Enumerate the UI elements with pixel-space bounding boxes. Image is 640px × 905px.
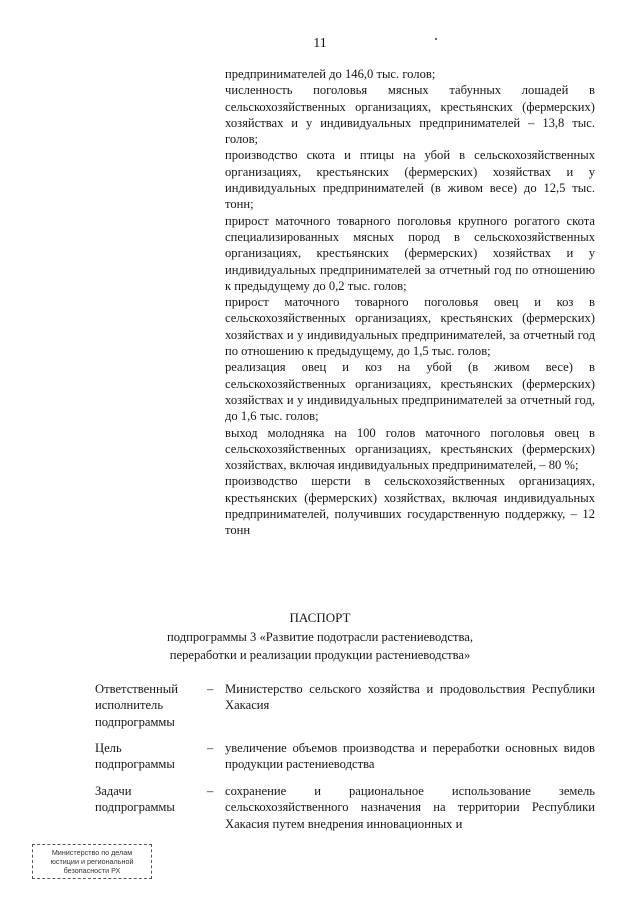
- stamp-line: Министерство по делам: [51, 848, 133, 857]
- paragraph: прирост маточного товарного поголовья крупного рогатого скота специализированных мясных пород в сельскохозяйственных организациях, крестьянских (фермерских) хозяйствах и у индивидуальных предпринимателей за отчетный год по отношению к предыдущему до 0,2 тыс. голов;: [225, 213, 595, 293]
- row-value: Министерство сельского хозяйства и продовольствия Республики Хакасия: [225, 682, 595, 713]
- stamp-line: юстиции и региональной: [50, 857, 134, 866]
- label-line: подпрограммы: [95, 800, 175, 815]
- label-line: подпрограммы: [95, 757, 175, 772]
- ministry-stamp: [32, 844, 152, 879]
- scan-speck: [435, 38, 437, 40]
- paragraph: производство скота и птицы на убой в сельскохозяйственных организациях, крестьянских (фермерских) хозяйствах и у индивидуальных предпринимателей (в живом весе) до 12,5 тыс. тонн;: [225, 148, 595, 212]
- label-line: Цель: [95, 741, 122, 755]
- row-label: [95, 681, 195, 730]
- label-line: Задачи: [95, 784, 132, 798]
- page-number: 11: [313, 36, 327, 51]
- passport-title: ПАСПОРТ: [289, 610, 351, 625]
- row-dash: –: [207, 784, 214, 798]
- passport-subtitle: [0, 628, 640, 664]
- passport-subtitle-line: подпрограммы 3 «Развитие подотрасли растениеводства,: [167, 630, 473, 644]
- stamp-line: безопасности РХ: [63, 866, 121, 875]
- paragraph: выход молодняка на 100 голов маточного поголовья овец в сельскохозяйственных организациях, крестьянских (фермерских) хозяйствах, включая индивидуальных предпринимателей, – 80 %;: [225, 425, 595, 473]
- paragraph: численность поголовья мясных табунных лошадей в сельскохозяйственных организациях, крестьянских (фермерских) хозяйствах и у индивидуальных предпринимателей – 13,8 тыс. голов;: [225, 83, 595, 147]
- continuation-text: [225, 66, 595, 539]
- row-dash: –: [207, 682, 214, 696]
- paragraph: предпринимателей до 146,0 тыс. голов;: [225, 67, 436, 81]
- label-line: подпрограммы: [95, 714, 175, 729]
- paragraph: прирост маточного товарного поголовья овец и коз в сельскохозяйственных организациях, крестьянских (фермерских) хозяйствах и у индивидуальных предпринимателей, за отчетный год по отношению к предыдущему, до 1,5 тыс. голов;: [225, 295, 595, 359]
- label-line: Ответственный: [95, 682, 178, 696]
- row-dash: –: [207, 741, 214, 755]
- paragraph: реализация овец и коз на убой (в живом весе) в сельскохозяйственных организациях, крестьянских (фермерских) хозяйствах и у индивидуальных предпринимателей за отчетный год, до 1,6 тыс. голов;: [225, 360, 595, 424]
- row-label: [95, 783, 195, 816]
- paragraph: производство шерсти в сельскохозяйственных организациях, крестьянских (фермерских) хозяйствах, включая индивидуальных предпринимателей, получивших государственную поддержку, – 12 тонн: [225, 474, 595, 538]
- label-line: исполнитель: [95, 698, 164, 713]
- passport-subtitle-line: переработки и реализации продукции растениеводства»: [169, 648, 471, 662]
- row-label: [95, 740, 195, 773]
- row-value: сохранение и рациональное использование земель сельскохозяйственного назначения на территории Республики Хакасия путем внедрения инновационных и: [225, 784, 595, 831]
- row-value: увеличение объемов производства и переработки основных видов продукции растениеводства: [225, 741, 595, 772]
